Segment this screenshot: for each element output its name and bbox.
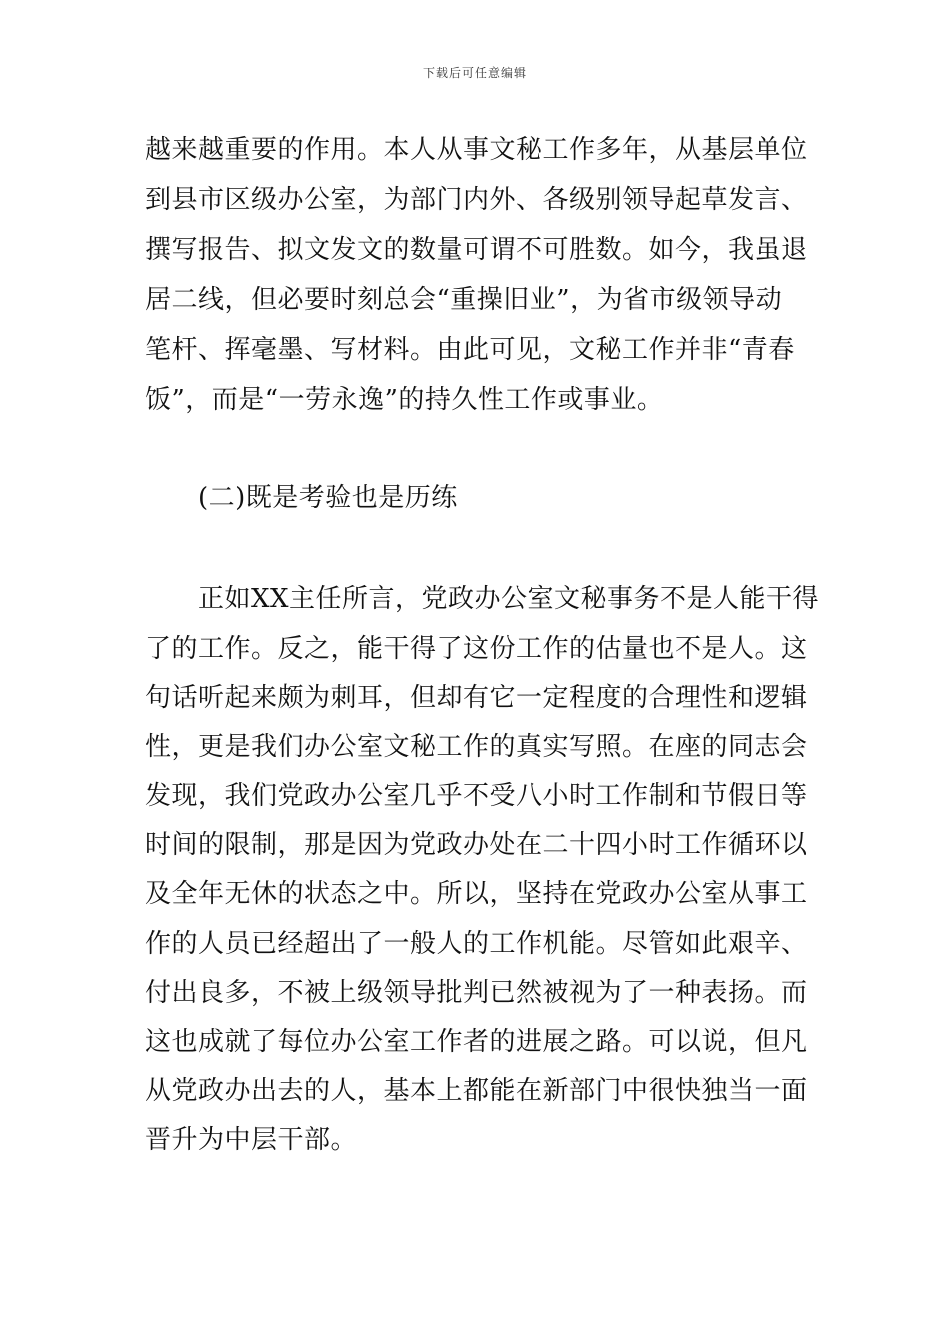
- paragraph2-line: 了的工作。反之，能干得了这份工作的估量也不是人。这: [145, 634, 808, 664]
- paragraph2-line: 正如XX主任所言，党政办公室文秘事务不是人能干得: [198, 584, 820, 614]
- paragraph2-line: 从党政办出去的人，基本上都能在新部门中很快独当一面: [145, 1076, 808, 1106]
- paragraph2-line: 作的人员已经超出了一般人的工作机能。尽管如此艰辛、: [145, 929, 808, 959]
- paragraph1-line: 越来越重要的作用。本人从事文秘工作多年，从基层单位: [145, 135, 808, 165]
- paragraph1-line: 饭”，而是“一劳永逸”的持久性工作或事业。: [145, 385, 664, 415]
- page-header: 下载后可任意编辑: [422, 66, 527, 80]
- paragraph2-line: 发现，我们党政办公室几乎不受八小时工作制和节假日等: [145, 781, 808, 811]
- paragraph2-line: 性，更是我们办公室文秘工作的真实写照。在座的同志会: [145, 732, 808, 762]
- paragraph2-line: 付出良多，不被上级领导批判已然被视为了一种表扬。而: [145, 978, 808, 1008]
- paragraph2-line: 句话听起来颇为刺耳，但却有它一定程度的合理性和逻辑: [145, 683, 808, 713]
- paragraph1-line: 居二线，但必要时刻总会“重操旧业”，为省市级领导动: [145, 285, 783, 315]
- paragraph2-line: 晋升为中层干部。: [145, 1125, 358, 1155]
- section-heading: (二)既是考验也是历练: [198, 483, 458, 513]
- paragraph1-line: 到县市区级办公室，为部门内外、各级别领导起草发言、: [145, 185, 808, 215]
- paragraph1-line: 笔杆、挥毫墨、写材料。由此可见，文秘工作并非“青春: [145, 335, 795, 365]
- paragraph2-line: 及全年无休的状态之中。所以，坚持在党政办公室从事工: [145, 879, 808, 909]
- paragraph2-line: 这也成就了每位办公室工作者的进展之路。可以说，但凡: [145, 1027, 808, 1057]
- paragraph1-line: 撰写报告、拟文发文的数量可谓不可胜数。如今，我虽退: [145, 235, 808, 265]
- paragraph2-line: 时间的限制，那是因为党政办处在二十四小时工作循环以: [145, 830, 808, 860]
